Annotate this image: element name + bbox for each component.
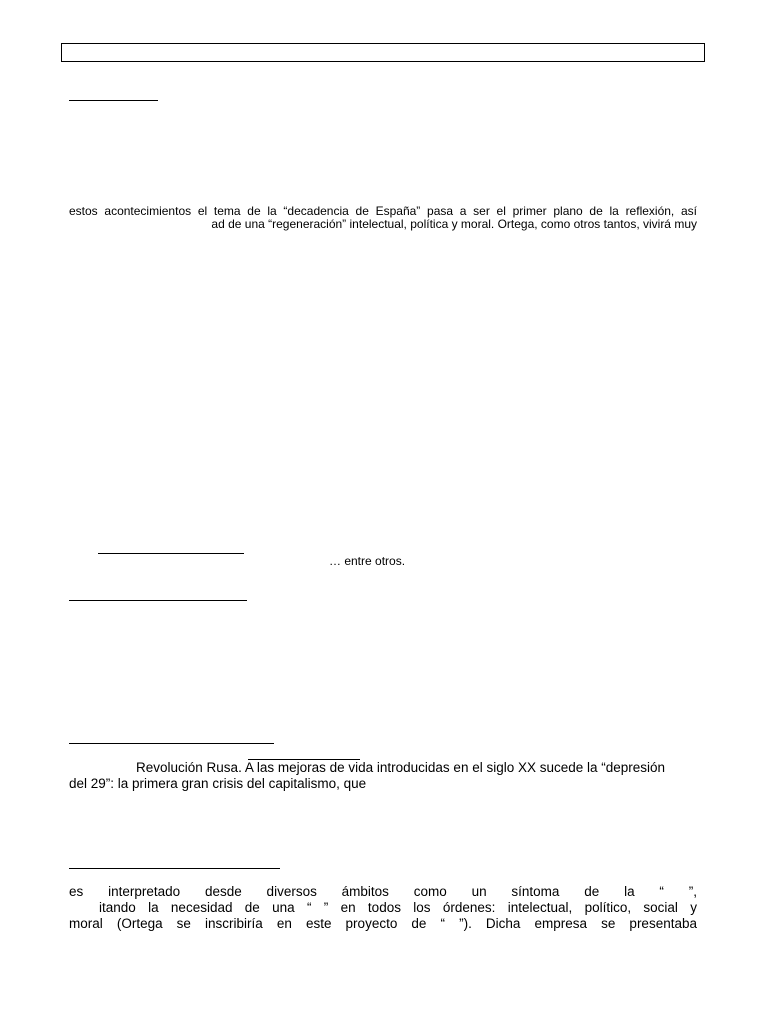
section-heading-underline <box>69 600 247 601</box>
paragraph-line: estos acontecimientos el tema de la “decadencia de España” pasa a ser el primer plano de la reflexión, así <box>69 204 697 218</box>
footnote-separator <box>69 743 274 744</box>
header-box <box>61 43 705 62</box>
list-end-text: … entre otros. <box>329 554 406 568</box>
paragraph-line: es interpretado desde diversos ámbitos como un síntoma de la “ ”, <box>69 884 697 899</box>
paragraph-line: itando la necesidad de una “ ” en todos los órdenes: intelectual, político, social y <box>99 900 697 915</box>
section-heading-underline <box>69 100 158 101</box>
paragraph-line: ad de una “regeneración” intelectual, política y moral. Ortega, como otros tantos, vivirá muy <box>211 217 697 231</box>
list-item-underline <box>98 553 244 554</box>
revolucion-rusa-text: Revolución Rusa <box>136 760 239 775</box>
paragraph-line <box>136 760 697 775</box>
paragraph-line: moral (Ortega se inscribiría en este proyecto de “ ”). Dicha empresa se presentaba <box>69 916 697 931</box>
footnote-separator <box>69 868 280 869</box>
paragraph-line: del 29”: la primera gran crisis del capitalismo, que <box>69 776 367 791</box>
paragraph-text: . A las mejoras de vida introducidas en el siglo XX sucede la “depresión <box>238 760 666 775</box>
